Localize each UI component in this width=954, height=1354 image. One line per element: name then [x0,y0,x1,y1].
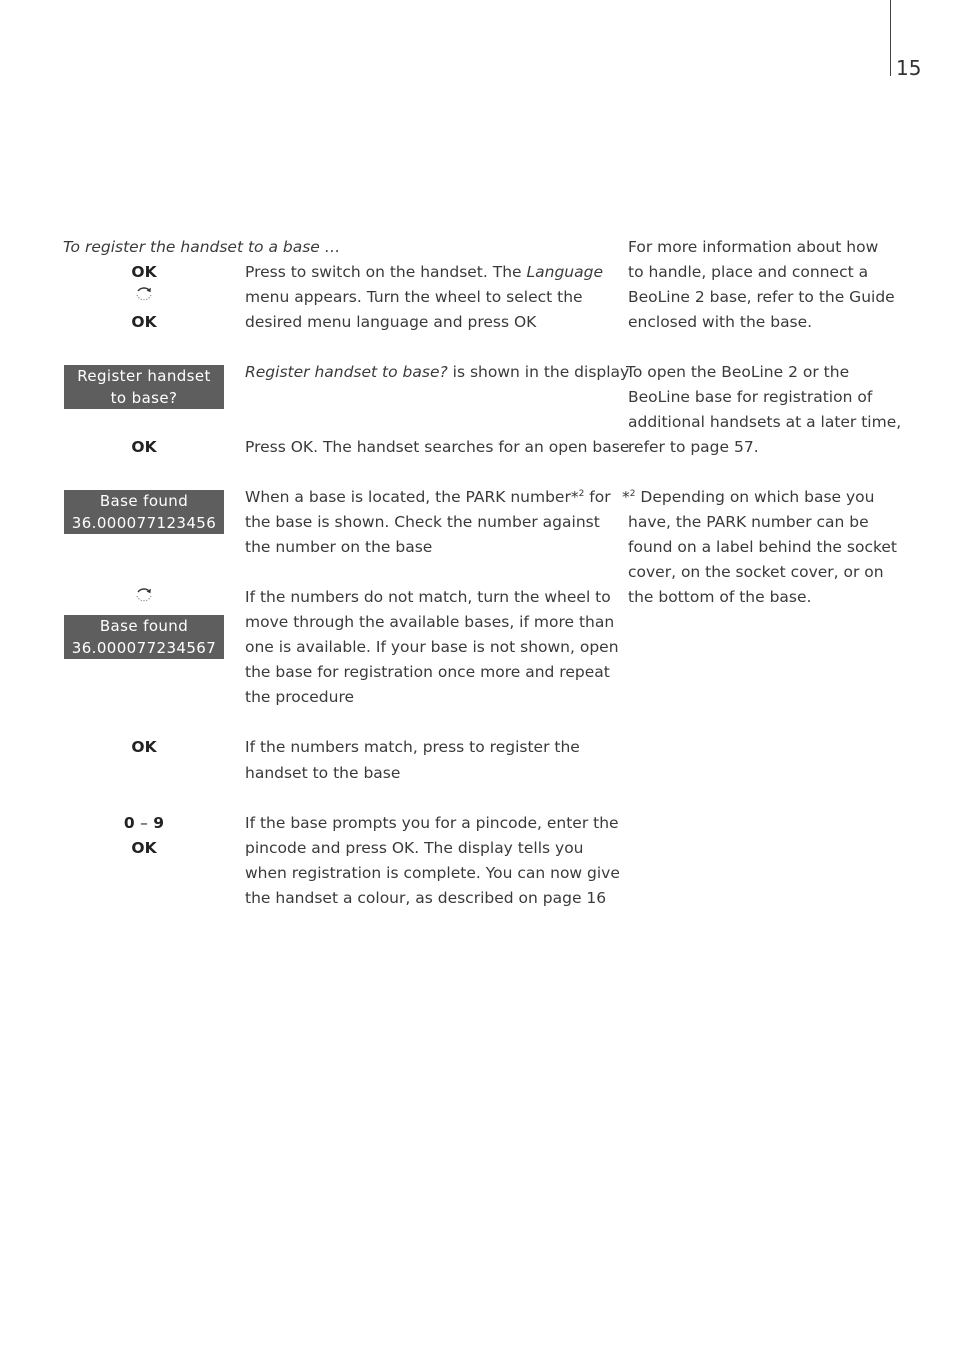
step7-text-line2: pincode and press OK. The display tells you [245,839,584,857]
sidebar-para1-line: enclosed with the base. [628,313,813,331]
ok-key: OK [131,263,157,281]
step7-text-line1: If the base prompts you for a pincode, enter the [245,814,619,832]
handset-display [64,490,224,534]
step1-text-line3: desired menu language and press OK [245,313,537,331]
display-line: Register handset [77,367,211,385]
step6-text-line2: handset to the base [245,764,401,782]
wheel-icon [134,585,154,605]
step5-text-line2: move through the available bases, if more than [245,613,615,631]
sidebar-para2-line: BeoLine base for registration of [628,388,873,406]
step3-text: Press OK. The handset searches for an open base [245,438,630,456]
footnote-line: *$^2$ Depending on which base you [622,488,875,506]
page-number: 15 [896,56,922,80]
step2-text: Register handset to base? is shown in the display [245,363,630,381]
page-edge-rule [890,0,891,76]
digit-keys: 0 – 9 [123,814,165,832]
step1-text-line1: Press to switch on the handset. The Language [245,263,603,281]
step7-text-line4: the handset a colour, as described on page 16 [245,889,607,907]
sidebar-para1-line: For more information about how [628,238,879,256]
step5-text-line4: the base for registration once more and repeat [245,663,610,681]
footnote-line: the bottom of the base. [628,588,812,606]
ok-key: OK [131,839,157,857]
step4-text-line3: the number on the base [245,538,433,556]
step6-text-line1: If the numbers match, press to register the [245,738,580,756]
sidebar-para2-line: refer to page 57. [628,438,759,456]
footnote-line: have, the PARK number can be [628,513,869,531]
sidebar-para1-line: to handle, place and connect a [628,263,869,281]
wheel-icon [134,284,154,304]
sidebar-para1-line: BeoLine 2 base, refer to the Guide [628,288,895,306]
language-menu-name: Language [526,263,603,281]
ok-key: OK [131,738,157,756]
ok-key: OK [131,313,157,331]
step1-text-line2: menu appears. Turn the wheel to select the [245,288,583,306]
step5-text-line3: one is available. If your base is not shown, open [245,638,619,656]
display-line: 36.000077123456 [71,514,217,532]
display-line: Base found [99,492,189,510]
handset-display [64,365,224,409]
display-line: 36.000077234567 [71,639,217,657]
step5-text-line1: If the numbers do not match, turn the wheel to [245,588,611,606]
sidebar-para2-line: To open the BeoLine 2 or the [626,363,850,381]
step7-text-line3: when registration is complete. You can now give [245,864,620,882]
display-line: to base? [110,389,178,407]
section-heading: To register the handset to a base … [63,238,341,256]
display-line: Base found [99,617,189,635]
step5-text-line5: the procedure [245,688,355,706]
step4-text-line1: When a base is located, the PARK number*$^2$ for [245,488,611,506]
footnote-line: found on a label behind the socket [628,538,898,556]
ok-key: OK [131,438,157,456]
handset-display [64,615,224,659]
footnote-line: cover, on the socket cover, or on [628,563,884,581]
step4-text-line2: the base is shown. Check the number against [245,513,600,531]
sidebar-para2-line: additional handsets at a later time, [628,413,902,431]
